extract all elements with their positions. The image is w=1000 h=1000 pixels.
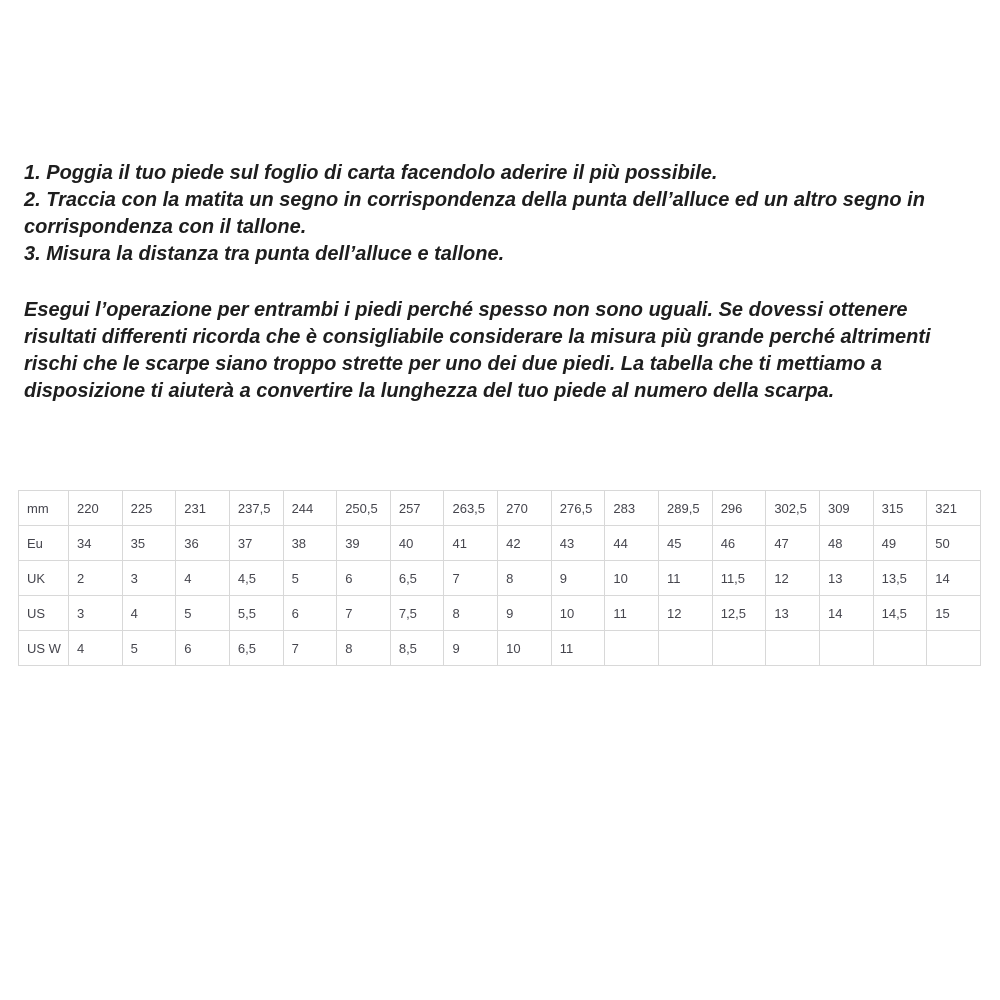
- size-cell: 289,5: [659, 491, 713, 526]
- size-table-body: [19, 491, 981, 666]
- row-label: US W: [19, 631, 69, 666]
- size-cell: 302,5: [766, 491, 820, 526]
- size-cell: 6: [176, 631, 230, 666]
- size-cell: [659, 631, 713, 666]
- size-cell: 10: [498, 631, 552, 666]
- size-cell: 13: [819, 561, 873, 596]
- size-cell: 257: [390, 491, 444, 526]
- size-cell: 315: [873, 491, 927, 526]
- table-row: [19, 631, 981, 666]
- size-cell: 7,5: [390, 596, 444, 631]
- size-cell: 11,5: [712, 561, 766, 596]
- size-cell: 7: [283, 631, 337, 666]
- size-cell: 10: [551, 596, 605, 631]
- size-cell: 4: [122, 596, 176, 631]
- size-cell: 34: [69, 526, 123, 561]
- size-cell: 250,5: [337, 491, 391, 526]
- size-cell: 50: [927, 526, 981, 561]
- size-cell: 7: [337, 596, 391, 631]
- size-cell: 49: [873, 526, 927, 561]
- row-label: mm: [19, 491, 69, 526]
- size-cell: 6,5: [229, 631, 283, 666]
- size-cell: [605, 631, 659, 666]
- size-cell: 45: [659, 526, 713, 561]
- size-cell: 220: [69, 491, 123, 526]
- instruction-step-2: 2. Traccia con la matita un segno in corrispondenza della punta dell’alluce ed un altro segno in corrispondenza con il tallone.: [24, 189, 925, 238]
- size-cell: 244: [283, 491, 337, 526]
- size-cell: [766, 631, 820, 666]
- instruction-paragraph: Esegui l’operazione per entrambi i piedi perché spesso non sono uguali. Se dovessi ottenere risultati differenti ricorda che è consigliabile considerare la misura più grande perché altrimenti rischi che le scarpe siano troppo strette per uno dei due piedi. La tabella che ti mettiamo a disposizione ti aiuterà a convertire la lunghezza del tuo piede al numero della scarpa.: [24, 299, 931, 402]
- size-cell: 42: [498, 526, 552, 561]
- size-cell: 35: [122, 526, 176, 561]
- size-cell: 4,5: [229, 561, 283, 596]
- size-cell: 11: [659, 561, 713, 596]
- table-row: [19, 491, 981, 526]
- size-cell: 4: [69, 631, 123, 666]
- size-cell: 8: [337, 631, 391, 666]
- size-cell: 48: [819, 526, 873, 561]
- row-label: Eu: [19, 526, 69, 561]
- size-cell: 39: [337, 526, 391, 561]
- size-cell: 263,5: [444, 491, 498, 526]
- measurement-instructions: [24, 160, 969, 405]
- size-cell: 5,5: [229, 596, 283, 631]
- size-cell: 41: [444, 526, 498, 561]
- size-cell: 3: [69, 596, 123, 631]
- size-cell: 9: [498, 596, 552, 631]
- size-cell: 37: [229, 526, 283, 561]
- size-cell: 5: [122, 631, 176, 666]
- size-cell: 46: [712, 526, 766, 561]
- size-cell: [873, 631, 927, 666]
- size-cell: 8,5: [390, 631, 444, 666]
- size-cell: 13: [766, 596, 820, 631]
- size-cell: 43: [551, 526, 605, 561]
- size-cell: 14,5: [873, 596, 927, 631]
- size-cell: 6: [337, 561, 391, 596]
- instruction-steps: [24, 160, 969, 268]
- size-cell: 231: [176, 491, 230, 526]
- size-cell: 44: [605, 526, 659, 561]
- size-cell: [712, 631, 766, 666]
- size-cell: 9: [551, 561, 605, 596]
- size-cell: 38: [283, 526, 337, 561]
- size-cell: 11: [605, 596, 659, 631]
- size-cell: 40: [390, 526, 444, 561]
- size-cell: 10: [605, 561, 659, 596]
- table-row: [19, 561, 981, 596]
- size-cell: 14: [927, 561, 981, 596]
- size-cell: 5: [283, 561, 337, 596]
- size-cell: 4: [176, 561, 230, 596]
- table-row: [19, 526, 981, 561]
- size-cell: 8: [444, 596, 498, 631]
- size-cell: 7: [444, 561, 498, 596]
- size-cell: 14: [819, 596, 873, 631]
- instruction-step-3: 3. Misura la distanza tra punta dell’alluce e tallone.: [24, 243, 505, 265]
- size-cell: [819, 631, 873, 666]
- row-label: UK: [19, 561, 69, 596]
- size-cell: 8: [498, 561, 552, 596]
- size-cell: 296: [712, 491, 766, 526]
- size-cell: 276,5: [551, 491, 605, 526]
- size-cell: 15: [927, 596, 981, 631]
- size-cell: 6: [283, 596, 337, 631]
- size-cell: 3: [122, 561, 176, 596]
- size-cell: [927, 631, 981, 666]
- instruction-step-1: 1. Poggia il tuo piede sul foglio di carta facendolo aderire il più possibile.: [24, 162, 718, 184]
- size-cell: 9: [444, 631, 498, 666]
- size-cell: 237,5: [229, 491, 283, 526]
- size-cell: 11: [551, 631, 605, 666]
- size-cell: 47: [766, 526, 820, 561]
- size-cell: 6,5: [390, 561, 444, 596]
- size-cell: 225: [122, 491, 176, 526]
- size-cell: 309: [819, 491, 873, 526]
- size-cell: 270: [498, 491, 552, 526]
- shoe-size-conversion-table: [18, 490, 981, 666]
- size-cell: 13,5: [873, 561, 927, 596]
- row-label: US: [19, 596, 69, 631]
- size-cell: 12: [766, 561, 820, 596]
- table-row: [19, 596, 981, 631]
- size-cell: 283: [605, 491, 659, 526]
- size-cell: 36: [176, 526, 230, 561]
- size-cell: 321: [927, 491, 981, 526]
- size-cell: 12,5: [712, 596, 766, 631]
- size-cell: 12: [659, 596, 713, 631]
- size-cell: 5: [176, 596, 230, 631]
- size-cell: 2: [69, 561, 123, 596]
